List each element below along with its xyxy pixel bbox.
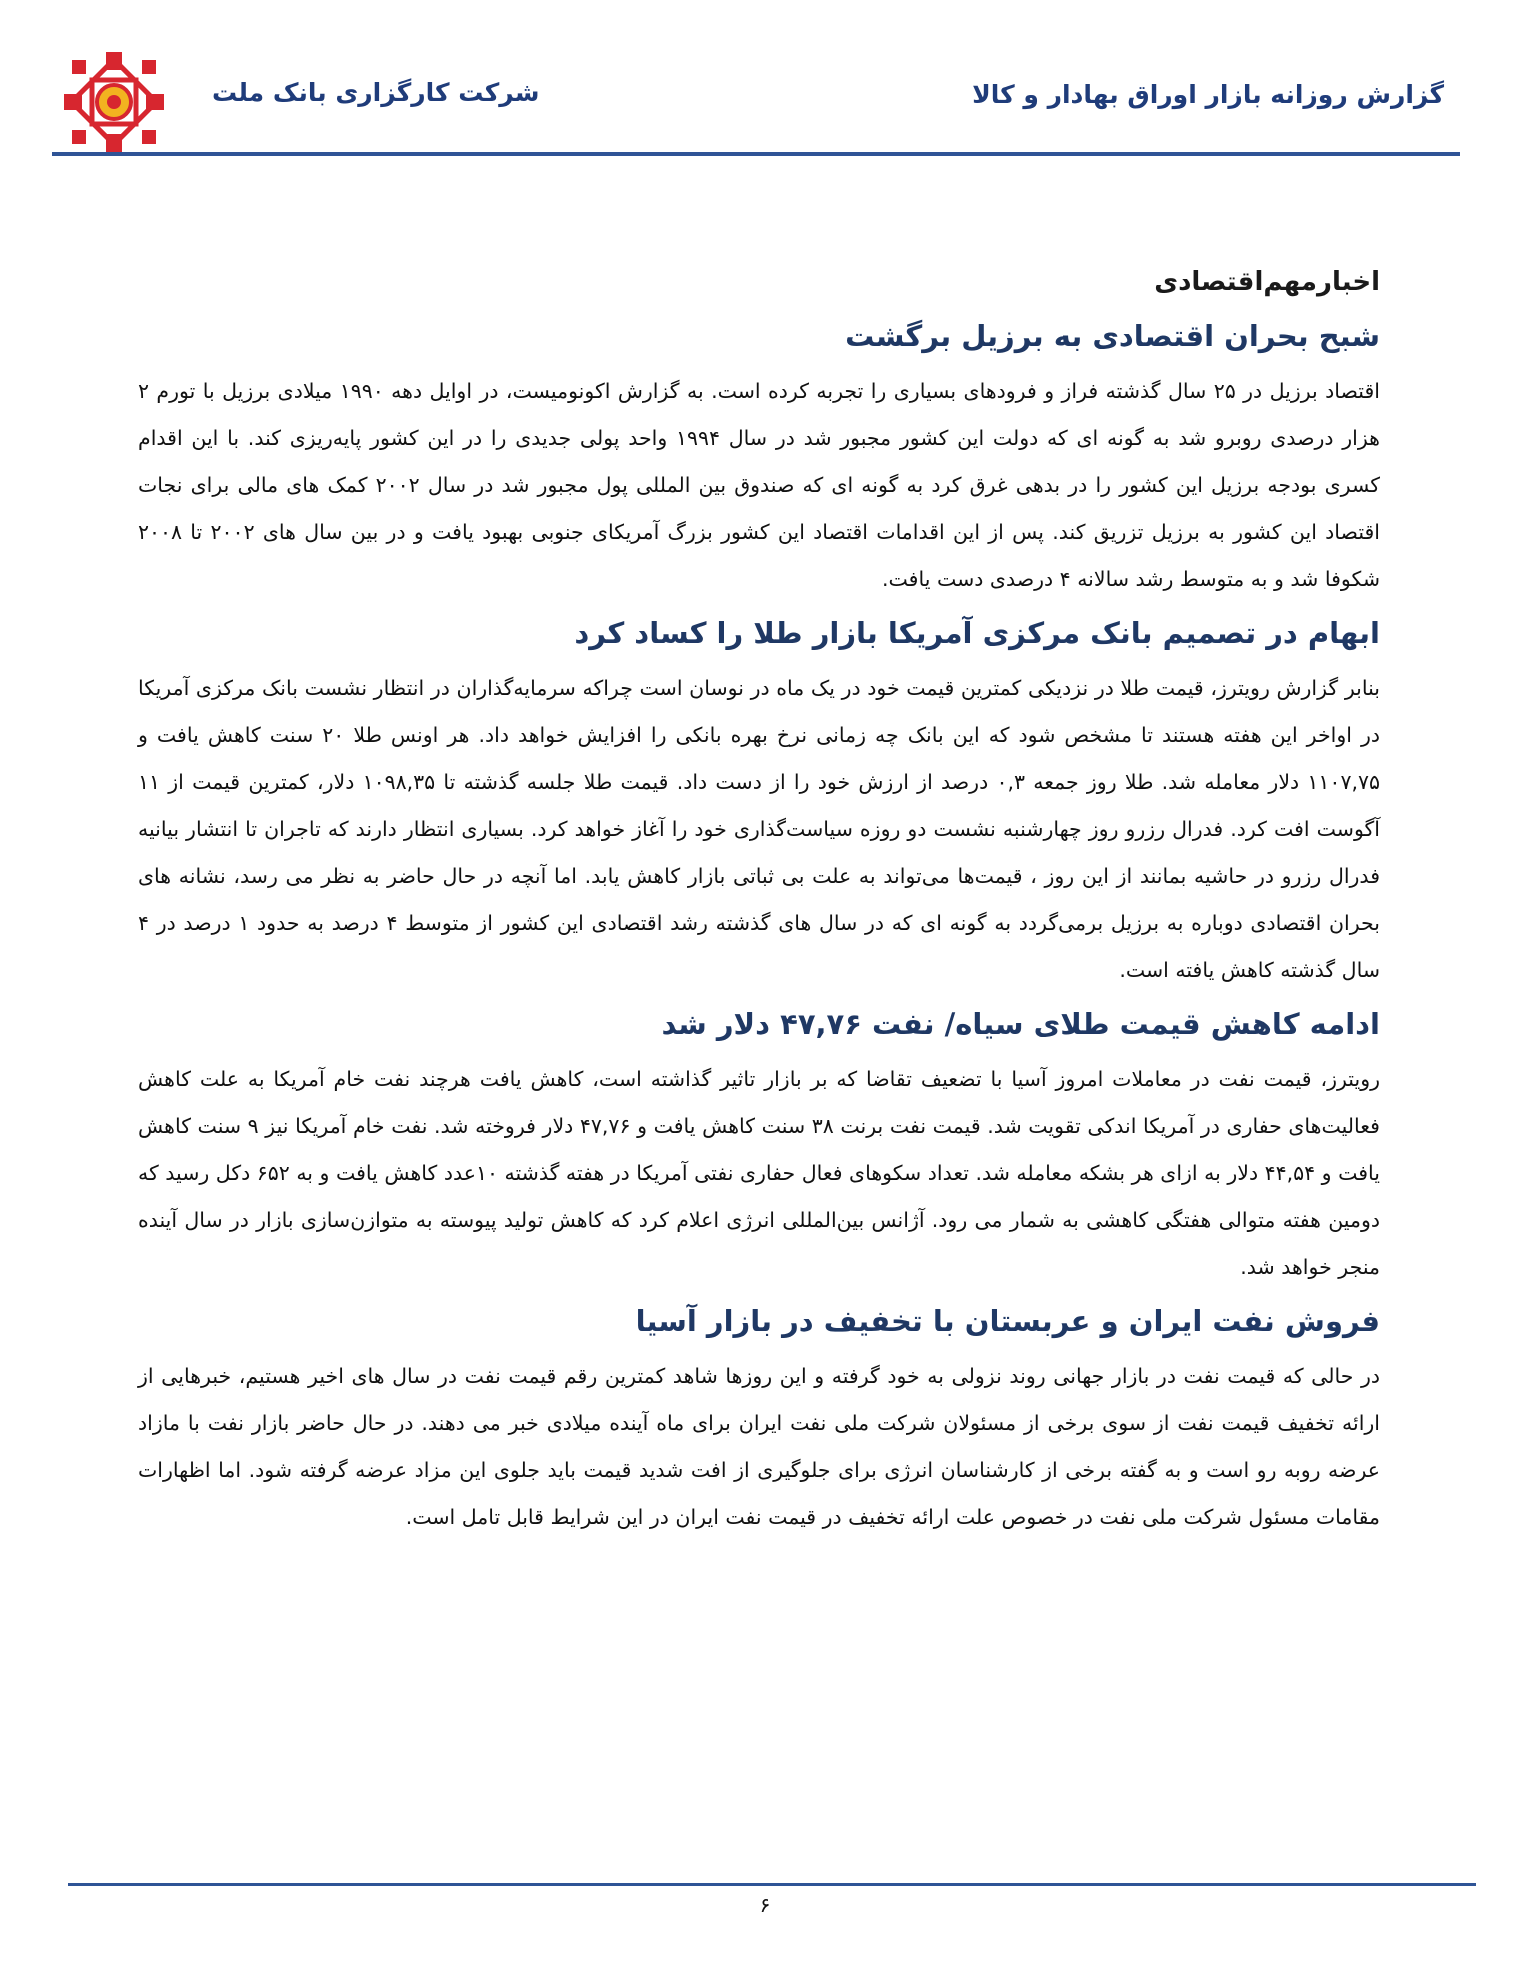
article-body: در حالی که قیمت نفت در بازار جهانی روند نزولی به خود گرفته و این روزها شاهد کمترین رقم قیمت نفت در سال های اخیر هستیم، خبرهایی از ارائه تخفیف قیمت نفت از سوی برخی از مسئولان شرکت ملی نفت ایران برای ماه آینده میلادی خبر می دهند. در حال حاضر بازار نفت با مازاد عرضه روبه رو است و به گفته برخی از کارشناسان انرژی برای جلوگیری از افت شدید قیمت باید جلوی این مزاد عرضه گرفته شود. اما اظهارات مقامات مسئول شرکت ملی نفت در خصوص علت ارائه تخفیف در قیمت نفت ایران در این شرایط قابل تامل است.: [138, 1364, 1380, 1529]
article-title: ابهام در تصمیم بانک مرکزی آمریکا بازار طلا را کساد کرد: [574, 616, 1380, 650]
article-body: اقتصاد برزیل در ۲۵ سال گذشته فراز و فرودهای بسیاری را تجربه کرده است. به گزارش اکونومیست، در اوایل دهه ۱۹۹۰ میلادی برزیل با تورم ۲ هزار درصدی روبرو شد به گونه ای که دولت این کشور مجبور شد در سال ۱۹۹۴ واحد پولی جدیدی را در این کشور پایه‌ریزی کند. با این اقدام کسری بودجه برزیل این کشور را در بدهی غرق کرد به گونه ای که صندوق بین المللی پول مجبور شد در سال ۲۰۰۲ کمک های مالی برای نجات اقتصاد این کشور به برزیل تزریق کند. پس از این اقدامات اقتصاد این کشور بزرگ آمریکای جنوبی بهبود یافت و در بین سال های ۲۰۰۲ تا ۲۰۰۸ شکوفا شد و به متوسط رشد سالانه ۴ درصدی دست یافت.: [138, 379, 1380, 591]
section-label: اخبارمهم‌اقتصادی: [1154, 267, 1380, 297]
article: [138, 1000, 1380, 1291]
article-title: ادامه کاهش قیمت طلای سیاه/ نفت ۴۷,۷۶ دلار شد: [661, 1007, 1380, 1041]
article: [138, 312, 1380, 603]
main-content: [138, 262, 1380, 1547]
footer-divider: [68, 1883, 1476, 1886]
article: [138, 609, 1380, 994]
company-name: شرکت کارگزاری بانک ملت: [212, 78, 540, 107]
article-title: فروش نفت ایران و عربستان با تخفیف در بازار آسیا: [635, 1304, 1380, 1338]
page-number: ۶: [759, 1893, 771, 1917]
page-header: [0, 0, 1530, 160]
article: [138, 1297, 1380, 1541]
article-body: رویترز، قیمت نفت در معاملات امروز آسیا با تضعیف تقاضا که بر بازار تاثیر گذاشته است، کاهش یافت هرچند نفت خام آمریکا به علت کاهش فعالیت‌های حفاری در آمریکا اندکی تقویت شد. قیمت نفت برنت ۳۸ سنت کاهش یافت و ۴۷,۷۶ دلار فروخته شد. نفت خام آمریکا نیز ۹ سنت کاهش یافت و ۴۴,۵۴ دلار به ازای هر بشکه معامله شد. تعداد سکوهای فعال حفاری نفتی آمریکا در هفته گذشته ۱۰عدد کاهش یافت و به ۶۵۲ دکل رسید که دومین هفته متوالی هفتگی کاهشی به شمار می رود. آژانس بین‌المللی انرژی اعلام کرد که کاهش تولید پیوسته به متوازن‌سازی بازار در سال آینده منجر خواهد شد.: [138, 1067, 1380, 1279]
article-title: شبح بحران اقتصادی به برزیل برگشت: [845, 319, 1380, 353]
report-title: گزارش روزانه بازار اوراق بهادار و کالا: [972, 80, 1444, 109]
bank-mellat-logo-icon: [62, 50, 166, 154]
article-body: بنابر گزارش رویترز، قیمت طلا در نزدیکی کمترین قیمت خود در یک ماه در نوسان است چراکه سرمایه‌گذاران در انتظار نشست بانک مرکزی آمریکا در اواخر این هفته هستند تا مشخص شود که این بانک چه زمانی نرخ بهره بانکی را افزایش خواهد داد. هر اونس طلا ۲۰ سنت کاهش یافت و ۱۱۰۷,۷۵ دلار معامله شد. طلا روز جمعه ۰,۳ درصد از ارزش خود را از دست داد. قیمت طلا جلسه گذشته تا ۱۰۹۸,۳۵ دلار، کمترین قیمت از ۱۱ آگوست افت کرد. فدرال رزرو روز چهارشنبه نشست دو روزه سیاست‌گذاری خود را آغاز خواهد کرد. بسیاری انتظار دارند که تاجران تا انتشار بیانیه فدرال رزرو در حاشیه بمانند از این روز ، قیمت‌ها می‌تواند به علت بی ثباتی بازار کاهش یابد. اما آنچه در حال حاضر به نظر می رسد، نشانه های بحران اقتصادی دوباره به برزیل برمی‌گردد به گونه ای که در سال های گذشته رشد اقتصادی این کشور از متوسط ۴ درصد به حدود ۱ درصد در ۴ سال گذشته کاهش یافته است.: [138, 676, 1381, 982]
header-divider: [52, 152, 1460, 156]
